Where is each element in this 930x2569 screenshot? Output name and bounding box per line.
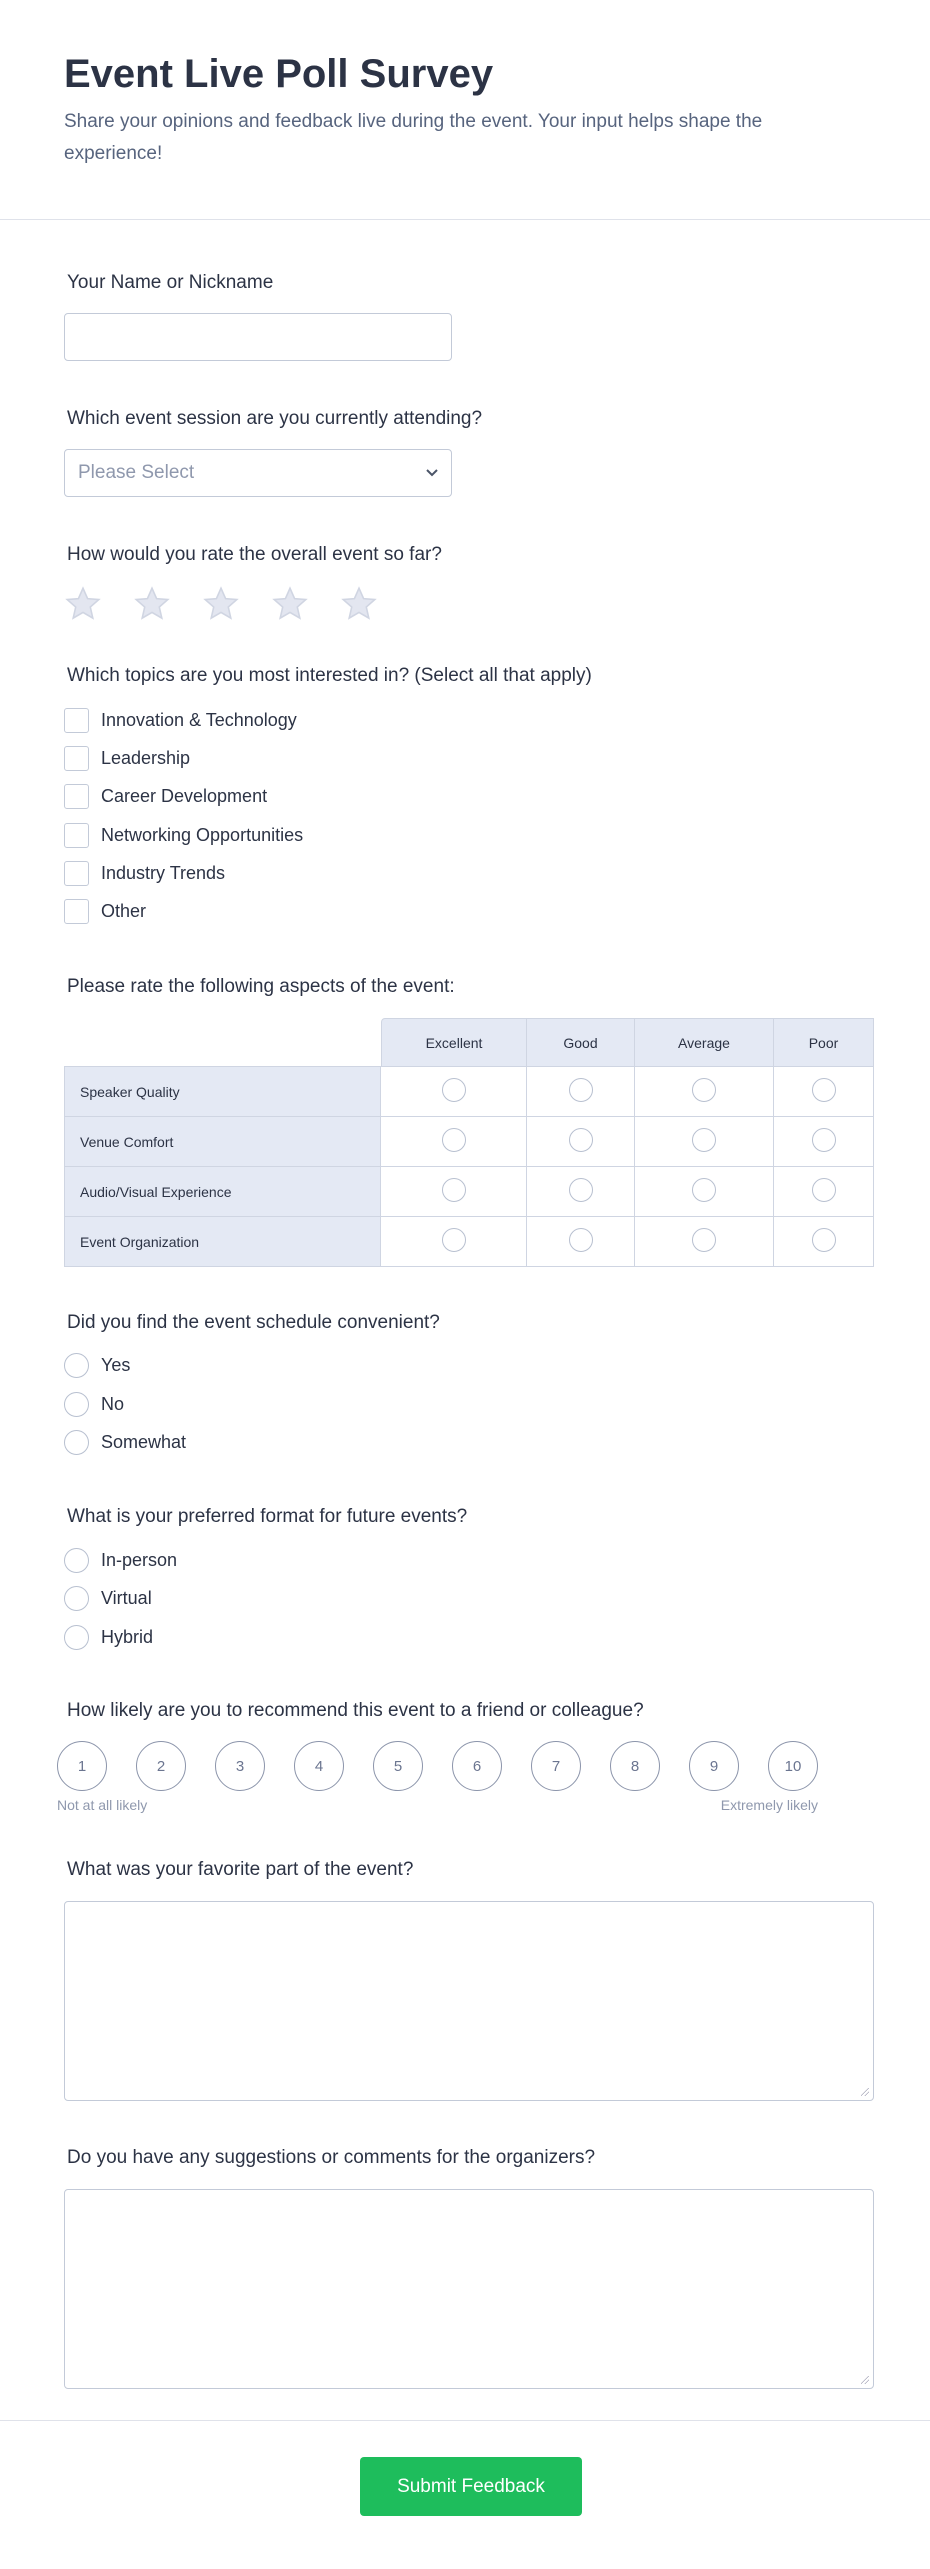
matrix-column-header: Good xyxy=(527,1018,635,1067)
star-icon[interactable] xyxy=(202,585,240,623)
option-label: In-person xyxy=(101,1550,178,1570)
format-option[interactable] xyxy=(64,1548,177,1573)
option-label: Networking Opportunities xyxy=(101,825,304,845)
matrix-column-header: Excellent xyxy=(381,1018,527,1067)
matrix-cell xyxy=(635,1117,774,1167)
checkbox[interactable] xyxy=(64,708,89,733)
matrix-radio[interactable] xyxy=(442,1078,466,1102)
matrix-cell xyxy=(381,1067,527,1117)
format-option[interactable] xyxy=(64,1625,153,1650)
option-label: Industry Trends xyxy=(101,863,226,883)
nps-option-3[interactable]: 3 xyxy=(215,1741,265,1791)
matrix-cell xyxy=(527,1217,635,1267)
matrix-radio[interactable] xyxy=(569,1078,593,1102)
schedule-label: Did you find the event schedule convenient? xyxy=(67,1312,440,1333)
star-icon[interactable] xyxy=(340,585,378,623)
nps-low-label: Not at all likely xyxy=(57,1797,148,1813)
schedule-option[interactable] xyxy=(64,1353,130,1378)
session-placeholder: Please Select xyxy=(78,462,195,483)
option-label: Innovation & Technology xyxy=(101,710,297,730)
matrix-cell xyxy=(527,1067,635,1117)
matrix-cell xyxy=(635,1167,774,1217)
topic-option[interactable] xyxy=(64,784,267,809)
name-label: Your Name or Nickname xyxy=(67,272,274,293)
topic-option[interactable] xyxy=(64,746,190,771)
matrix-radio[interactable] xyxy=(442,1128,466,1152)
matrix-cell xyxy=(774,1167,874,1217)
matrix-cell xyxy=(635,1067,774,1117)
checkbox[interactable] xyxy=(64,861,89,886)
radio-button[interactable] xyxy=(64,1430,89,1455)
matrix-label: Please rate the following aspects of the event: xyxy=(67,976,455,997)
footer-divider xyxy=(0,2420,930,2421)
radio-button[interactable] xyxy=(64,1392,89,1417)
matrix-cell xyxy=(381,1117,527,1167)
matrix-cell xyxy=(774,1117,874,1167)
suggestions-label: Do you have any suggestions or comments for the organizers? xyxy=(67,2147,596,2168)
matrix-row xyxy=(64,1167,874,1217)
schedule-option[interactable] xyxy=(64,1430,186,1455)
matrix-radio[interactable] xyxy=(692,1078,716,1102)
matrix-row-label: Venue Comfort xyxy=(64,1117,381,1167)
star-icon[interactable] xyxy=(271,585,309,623)
topic-option[interactable] xyxy=(64,823,303,848)
radio-button[interactable] xyxy=(64,1548,89,1573)
name-input[interactable] xyxy=(64,313,452,361)
header-divider xyxy=(0,219,930,220)
matrix-row-label: Speaker Quality xyxy=(64,1067,381,1117)
option-label: Career Development xyxy=(101,786,268,806)
matrix-radio[interactable] xyxy=(812,1078,836,1102)
matrix-row-label: Audio/Visual Experience xyxy=(64,1167,381,1217)
nps-option-10[interactable]: 10 xyxy=(768,1741,818,1791)
matrix-corner xyxy=(64,1018,381,1067)
matrix-cell xyxy=(774,1067,874,1117)
chevron-down-icon xyxy=(425,468,439,478)
topic-option[interactable] xyxy=(64,708,297,733)
format-label: What is your preferred format for future events? xyxy=(67,1506,468,1527)
nps-option-2[interactable]: 2 xyxy=(136,1741,186,1791)
submit-button[interactable]: Submit Feedback xyxy=(360,2457,582,2516)
checkbox[interactable] xyxy=(64,746,89,771)
suggestions-textarea[interactable] xyxy=(64,2189,874,2389)
matrix-column-header: Poor xyxy=(774,1018,874,1067)
favorite-textarea[interactable] xyxy=(64,1901,874,2101)
matrix-row xyxy=(64,1117,874,1167)
nps-option-4[interactable]: 4 xyxy=(294,1741,344,1791)
nps-option-9[interactable]: 9 xyxy=(689,1741,739,1791)
topics-label: Which topics are you most interested in? (Select all that apply) xyxy=(67,665,592,686)
nps-label: How likely are you to recommend this event to a friend or colleague? xyxy=(67,1700,644,1721)
format-option[interactable] xyxy=(64,1586,152,1611)
matrix-radio[interactable] xyxy=(569,1228,593,1252)
checkbox[interactable] xyxy=(64,823,89,848)
checkbox[interactable] xyxy=(64,899,89,924)
matrix-cell xyxy=(635,1217,774,1267)
matrix-radio[interactable] xyxy=(442,1178,466,1202)
matrix-cell xyxy=(527,1117,635,1167)
matrix-column-header: Average xyxy=(635,1018,774,1067)
matrix-cell xyxy=(527,1167,635,1217)
matrix-row xyxy=(64,1067,874,1117)
nps-option-6[interactable]: 6 xyxy=(452,1741,502,1791)
option-label: Yes xyxy=(101,1355,131,1375)
option-label: Virtual xyxy=(101,1588,152,1608)
page-subtitle: Share your opinions and feedback live during the event. Your input helps shape the experience! xyxy=(64,111,763,164)
option-label: Leadership xyxy=(101,748,191,768)
matrix-radio[interactable] xyxy=(812,1178,836,1202)
option-label: Somewhat xyxy=(101,1432,187,1452)
page-title: Event Live Poll Survey xyxy=(64,52,494,96)
matrix-radio[interactable] xyxy=(812,1228,836,1252)
matrix-radio[interactable] xyxy=(692,1228,716,1252)
matrix-radio[interactable] xyxy=(692,1178,716,1202)
rating-matrix xyxy=(64,1018,874,1267)
star-icon[interactable] xyxy=(64,585,102,623)
rating-label: How would you rate the overall event so far? xyxy=(67,544,442,565)
schedule-option[interactable] xyxy=(64,1392,124,1417)
option-label: Hybrid xyxy=(101,1627,154,1647)
matrix-radio[interactable] xyxy=(812,1128,836,1152)
session-select[interactable] xyxy=(64,449,452,497)
radio-button[interactable] xyxy=(64,1625,89,1650)
resize-grip-icon[interactable] xyxy=(861,2376,869,2384)
topic-option[interactable] xyxy=(64,899,146,924)
resize-grip-icon[interactable] xyxy=(861,2088,869,2096)
matrix-cell xyxy=(381,1167,527,1217)
matrix-cell xyxy=(381,1217,527,1267)
nps-option-1[interactable]: 1 xyxy=(57,1741,107,1791)
nps-option-8[interactable]: 8 xyxy=(610,1741,660,1791)
checkbox[interactable] xyxy=(64,784,89,809)
favorite-label: What was your favorite part of the event? xyxy=(67,1859,414,1880)
topic-option[interactable] xyxy=(64,861,225,886)
star-icon[interactable] xyxy=(133,585,171,623)
matrix-cell xyxy=(774,1217,874,1267)
option-label: No xyxy=(101,1394,125,1414)
matrix-radio[interactable] xyxy=(569,1128,593,1152)
matrix-radio[interactable] xyxy=(569,1178,593,1202)
session-label: Which event session are you currently attending? xyxy=(67,408,483,429)
option-label: Other xyxy=(101,901,147,921)
nps-option-5[interactable]: 5 xyxy=(373,1741,423,1791)
nps-high-label: Extremely likely xyxy=(720,1797,818,1813)
radio-button[interactable] xyxy=(64,1586,89,1611)
matrix-radio[interactable] xyxy=(442,1228,466,1252)
radio-button[interactable] xyxy=(64,1353,89,1378)
matrix-row xyxy=(64,1217,874,1267)
matrix-radio[interactable] xyxy=(692,1128,716,1152)
matrix-row-label: Event Organization xyxy=(64,1217,381,1267)
nps-option-7[interactable]: 7 xyxy=(531,1741,581,1791)
